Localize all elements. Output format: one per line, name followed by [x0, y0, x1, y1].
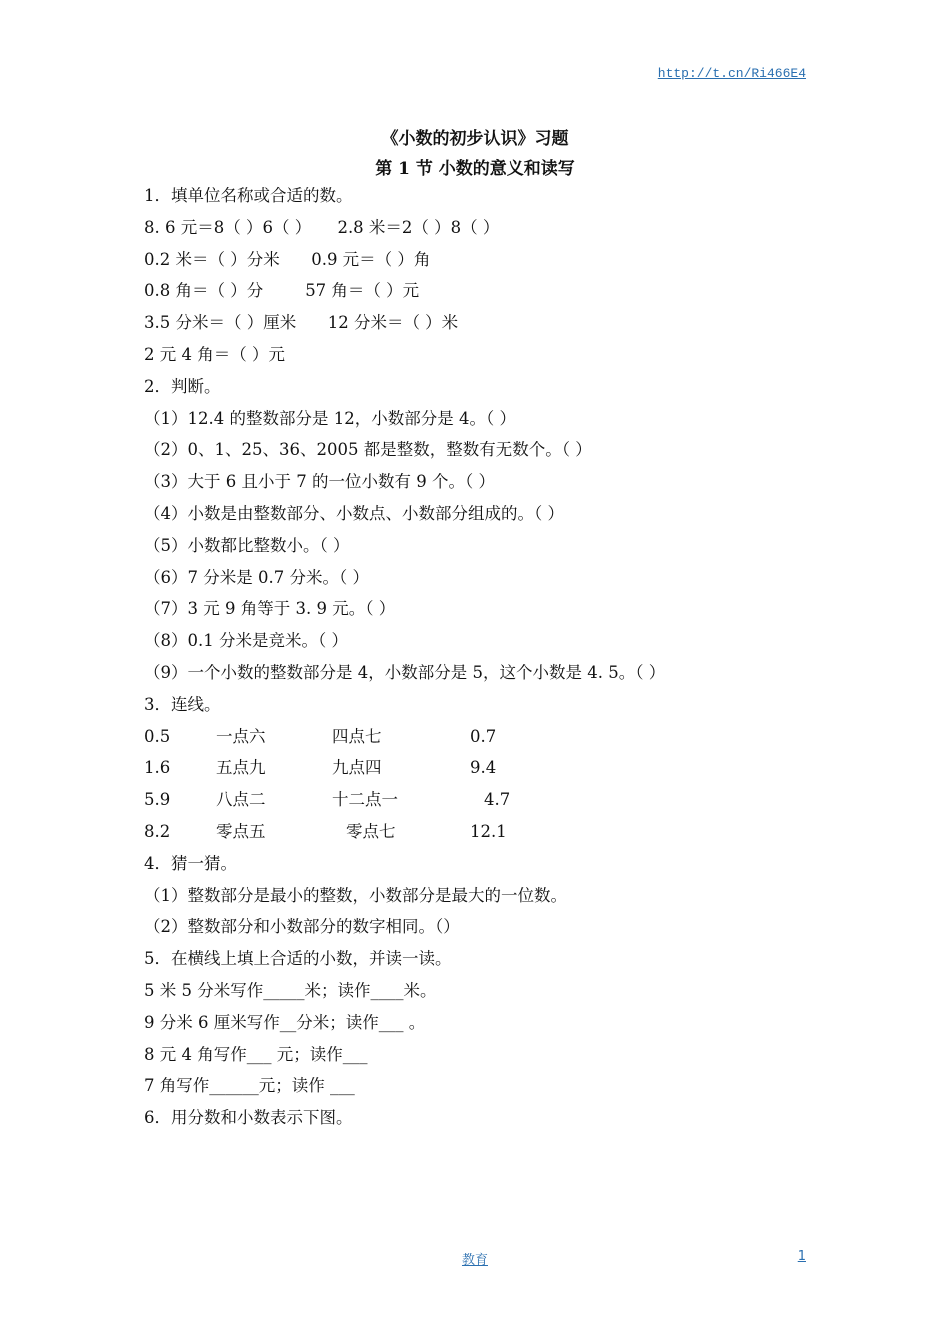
match-row — [144, 784, 824, 816]
match-cell: 四点七 — [332, 726, 382, 746]
match-cell: 12.1 — [470, 821, 507, 841]
text-line: （6）7 分米是 0.7 分米。（ ） — [144, 567, 369, 587]
page-title: 《小数的初步认识》习题 — [381, 129, 569, 149]
match-cell: 8.2 — [144, 821, 171, 841]
text-line: （1）整数部分是最小的整数，小数部分是最大的一位数。 — [144, 885, 567, 905]
text-line: 4．猜一猜。 — [144, 853, 237, 873]
section-subtitle: 第 1 节 小数的意义和读写 — [375, 159, 575, 179]
exercise-content — [144, 180, 824, 1134]
text-line: 3．连线。 — [144, 694, 221, 714]
text-line: （3）大于 6 且小于 7 的一位小数有 9 个。（ ） — [144, 472, 495, 492]
text-line: （4）小数是由整数部分、小数点、小数部分组成的。（ ） — [144, 503, 564, 523]
match-cell: 0.7 — [470, 726, 497, 746]
text-line: 6．用分数和小数表示下图。 — [144, 1108, 353, 1128]
text-line: 3.5 分米＝（ ）厘米 12 分米＝（ ）米 — [144, 313, 459, 333]
match-cell: 零点五 — [216, 821, 266, 841]
text-line: 8. 6 元＝8（ ）6（ ） 2.8 米＝2（ ）8（ ） — [144, 217, 500, 237]
match-cell: 八点二 — [216, 790, 266, 810]
match-row — [144, 721, 824, 753]
match-cell: 0.5 — [144, 726, 171, 746]
text-line: 5 米 5 分米写作_____米；读作____米。 — [144, 980, 437, 1000]
text-line: （9）一个小数的整数部分是 4，小数部分是 5，这个小数是 4. 5。（ ） — [144, 662, 666, 682]
match-row — [144, 752, 824, 784]
text-line: （5）小数都比整数小。（ ） — [144, 535, 350, 555]
text-line: 2 元 4 角＝（ ）元 — [144, 344, 285, 364]
text-line: （2）整数部分和小数部分的数字相同。（） — [144, 917, 460, 937]
match-cell: 5.9 — [144, 790, 171, 810]
text-line: （1）12.4 的整数部分是 12，小数部分是 4。（ ） — [144, 408, 516, 428]
text-line: （7）3 元 9 角等于 3. 9 元。（ ） — [144, 599, 396, 619]
text-line: （8）0.1 分米是竞米。（ ） — [144, 631, 348, 651]
match-cell: 4.7 — [484, 790, 511, 810]
match-cell: 九点四 — [332, 758, 382, 778]
match-row — [144, 816, 824, 848]
match-cell: 一点六 — [216, 726, 266, 746]
match-cell: 9.4 — [470, 758, 497, 778]
footer-link[interactable]: 教育 — [461, 1253, 488, 1268]
text-line: 0.8 角＝（ ）分 57 角＝（ ）元 — [144, 281, 420, 301]
text-line: 0.2 米＝（ ）分米 0.9 元＝（ ）角 — [144, 249, 431, 269]
match-cell: 十二点一 — [332, 790, 398, 810]
text-line: 8 元 4 角写作___ 元；读作___ — [144, 1044, 368, 1064]
match-cell: 1.6 — [144, 758, 171, 778]
text-line: 2．判断。 — [144, 376, 221, 396]
text-line: 9 分米 6 厘米写作__分米；读作___ 。 — [144, 1012, 426, 1032]
text-line: 1．填单位名称或合适的数。 — [144, 186, 353, 205]
page-number: 1 — [797, 1249, 806, 1264]
match-cell: 零点七 — [346, 821, 396, 841]
match-cell: 五点九 — [216, 758, 266, 778]
text-line: 5．在横线上填上合适的小数，并读一读。 — [144, 949, 452, 969]
text-line: （2）0、1、25、36、2005 都是整数，整数有无数个。（ ） — [144, 440, 592, 460]
text-line: 7 角写作______元；读作 ___ — [144, 1076, 355, 1096]
header-url-link[interactable]: http://t.cn/Ri466E4 — [657, 66, 806, 81]
